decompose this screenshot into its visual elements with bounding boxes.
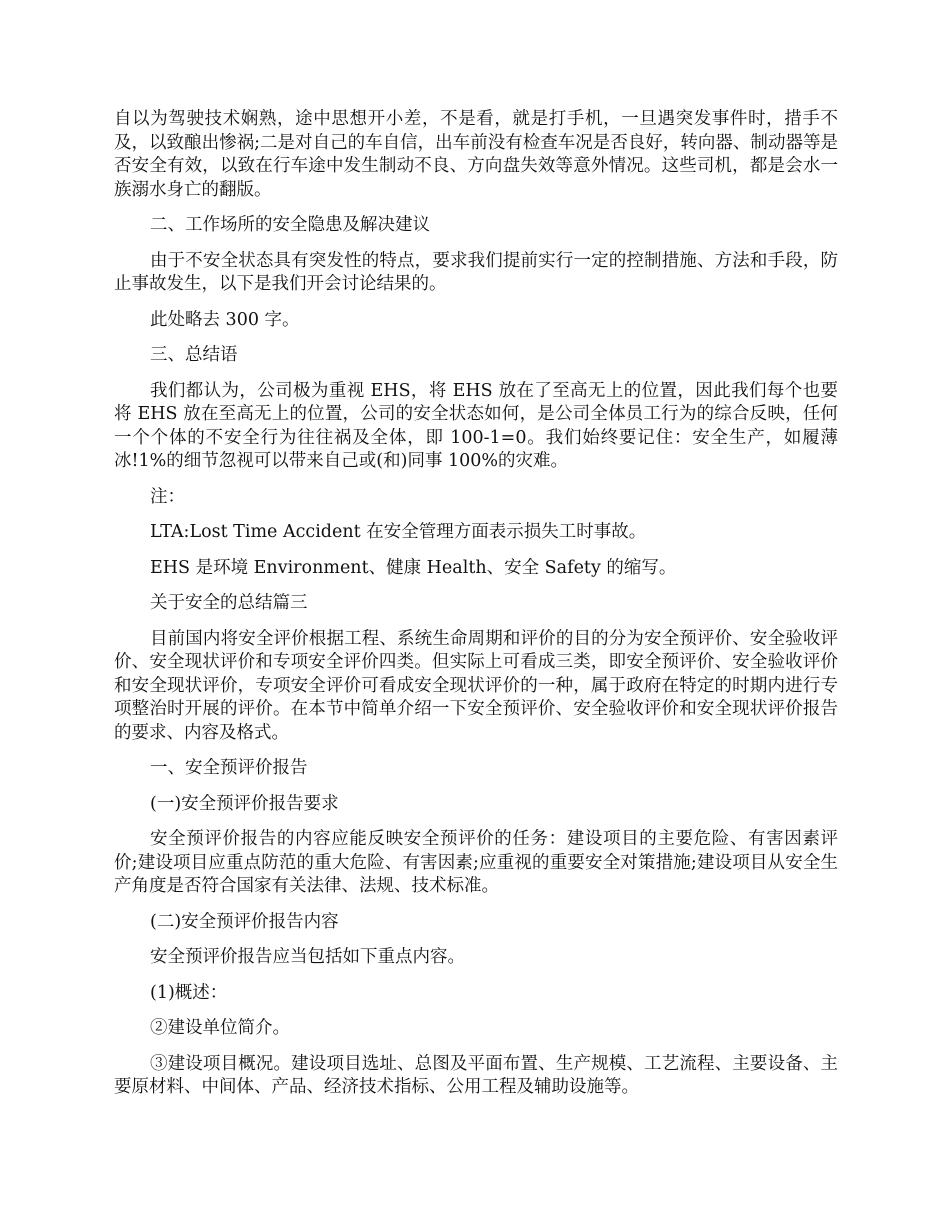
paragraph-control-measures: 由于不安全状态具有突发性的特点，要求我们提前实行一定的控制措施、方法和手段，防止事故发生，以下是我们开会讨论结果的。 — [114, 250, 838, 294]
list-item-overview: (1)概述： — [150, 982, 228, 1003]
paragraph-report-requirements: 安全预评价报告的内容应能反映安全预评价的任务：建设项目的主要危险、有害因素评价;建设项目应重点防范的重大危险、有害因素;应重视的重要安全对策措施;建设项目从安全生产角度是否符合国家有关法律、法规、技术标准。 — [114, 829, 838, 896]
subheading-report-requirements: (一)安全预评价报告要求 — [150, 793, 339, 814]
heading-pre-evaluation-report: 一、安全预评价报告 — [150, 758, 308, 778]
heading-conclusion: 三、总结语 — [150, 345, 238, 365]
paragraph-evaluation-types: 目前国内将安全评价根据工程、系统生命周期和评价的目的分为安全预评价、安全验收评价、安全现状评价和专项安全评价四类。但实际上可看成三类，即安全预评价、安全验收评价和安全现状评价，专项安全评价可看成安全现状评价的一种，属于政府在特定的时期内进行专项整治时开展的评价。在本节中简单介绍一下安全预评价、安全验收评价和安全现状评价报告的要求、内容及格式。 — [114, 628, 838, 743]
section-title-part-three: 关于安全的总结篇三 — [150, 593, 308, 613]
list-item-unit-intro: ②建设单位简介。 — [150, 1018, 290, 1038]
paragraph-driving-habits: 自以为驾驶技术娴熟，途中思想开小差，不是看，就是打手机，一旦遇突发事件时，措手不及，以致酿出惨祸;二是对自己的车自信，出车前没有检查车况是否良好，转向器、制动器等是否安全有效，以致在行车途中发生制动不良、方向盘失效等意外情况。这些司机，都是会水一族溺水身亡的翻版。 — [114, 109, 838, 200]
heading-workplace-hazards: 二、工作场所的安全隐患及解决建议 — [150, 215, 430, 235]
paragraph-omitted-note: 此处略去 300 字。 — [150, 309, 300, 330]
paragraph-report-contents-intro: 安全预评价报告应当包括如下重点内容。 — [150, 947, 465, 967]
subheading-report-contents: (二)安全预评价报告内容 — [150, 911, 339, 932]
document-body — [114, 108, 838, 1112]
list-item-project-overview: ③建设项目概况。建设项目选址、总图及平面布置、生产规模、工艺流程、主要设备、主要原材料、中间体、产品、经济技术指标、公用工程及辅助设施等。 — [114, 1053, 838, 1097]
paragraph-ehs-conclusion: 我们都认为，公司极为重视 EHS，将 EHS 放在了至高无上的位置，因此我们每个也要将 EHS 放在至高无上的位置，公司的安全状态如何，是公司全体员工行为的综合反映，任何一个个体的不安全行为往往祸及全体，即 100-1=0。我们始终要记住：安全生产，如履薄冰!1%的细节忽视可以带来自己或(和)同事 100%的灾难。 — [114, 380, 838, 471]
note-ehs: EHS 是环境 Environment、健康 Health、安全 Safety 的缩写。 — [150, 557, 677, 578]
note-label: 注： — [150, 486, 185, 507]
note-lta: LTA:Lost Time Accident 在安全管理方面表示损失工时事故。 — [150, 522, 647, 542]
